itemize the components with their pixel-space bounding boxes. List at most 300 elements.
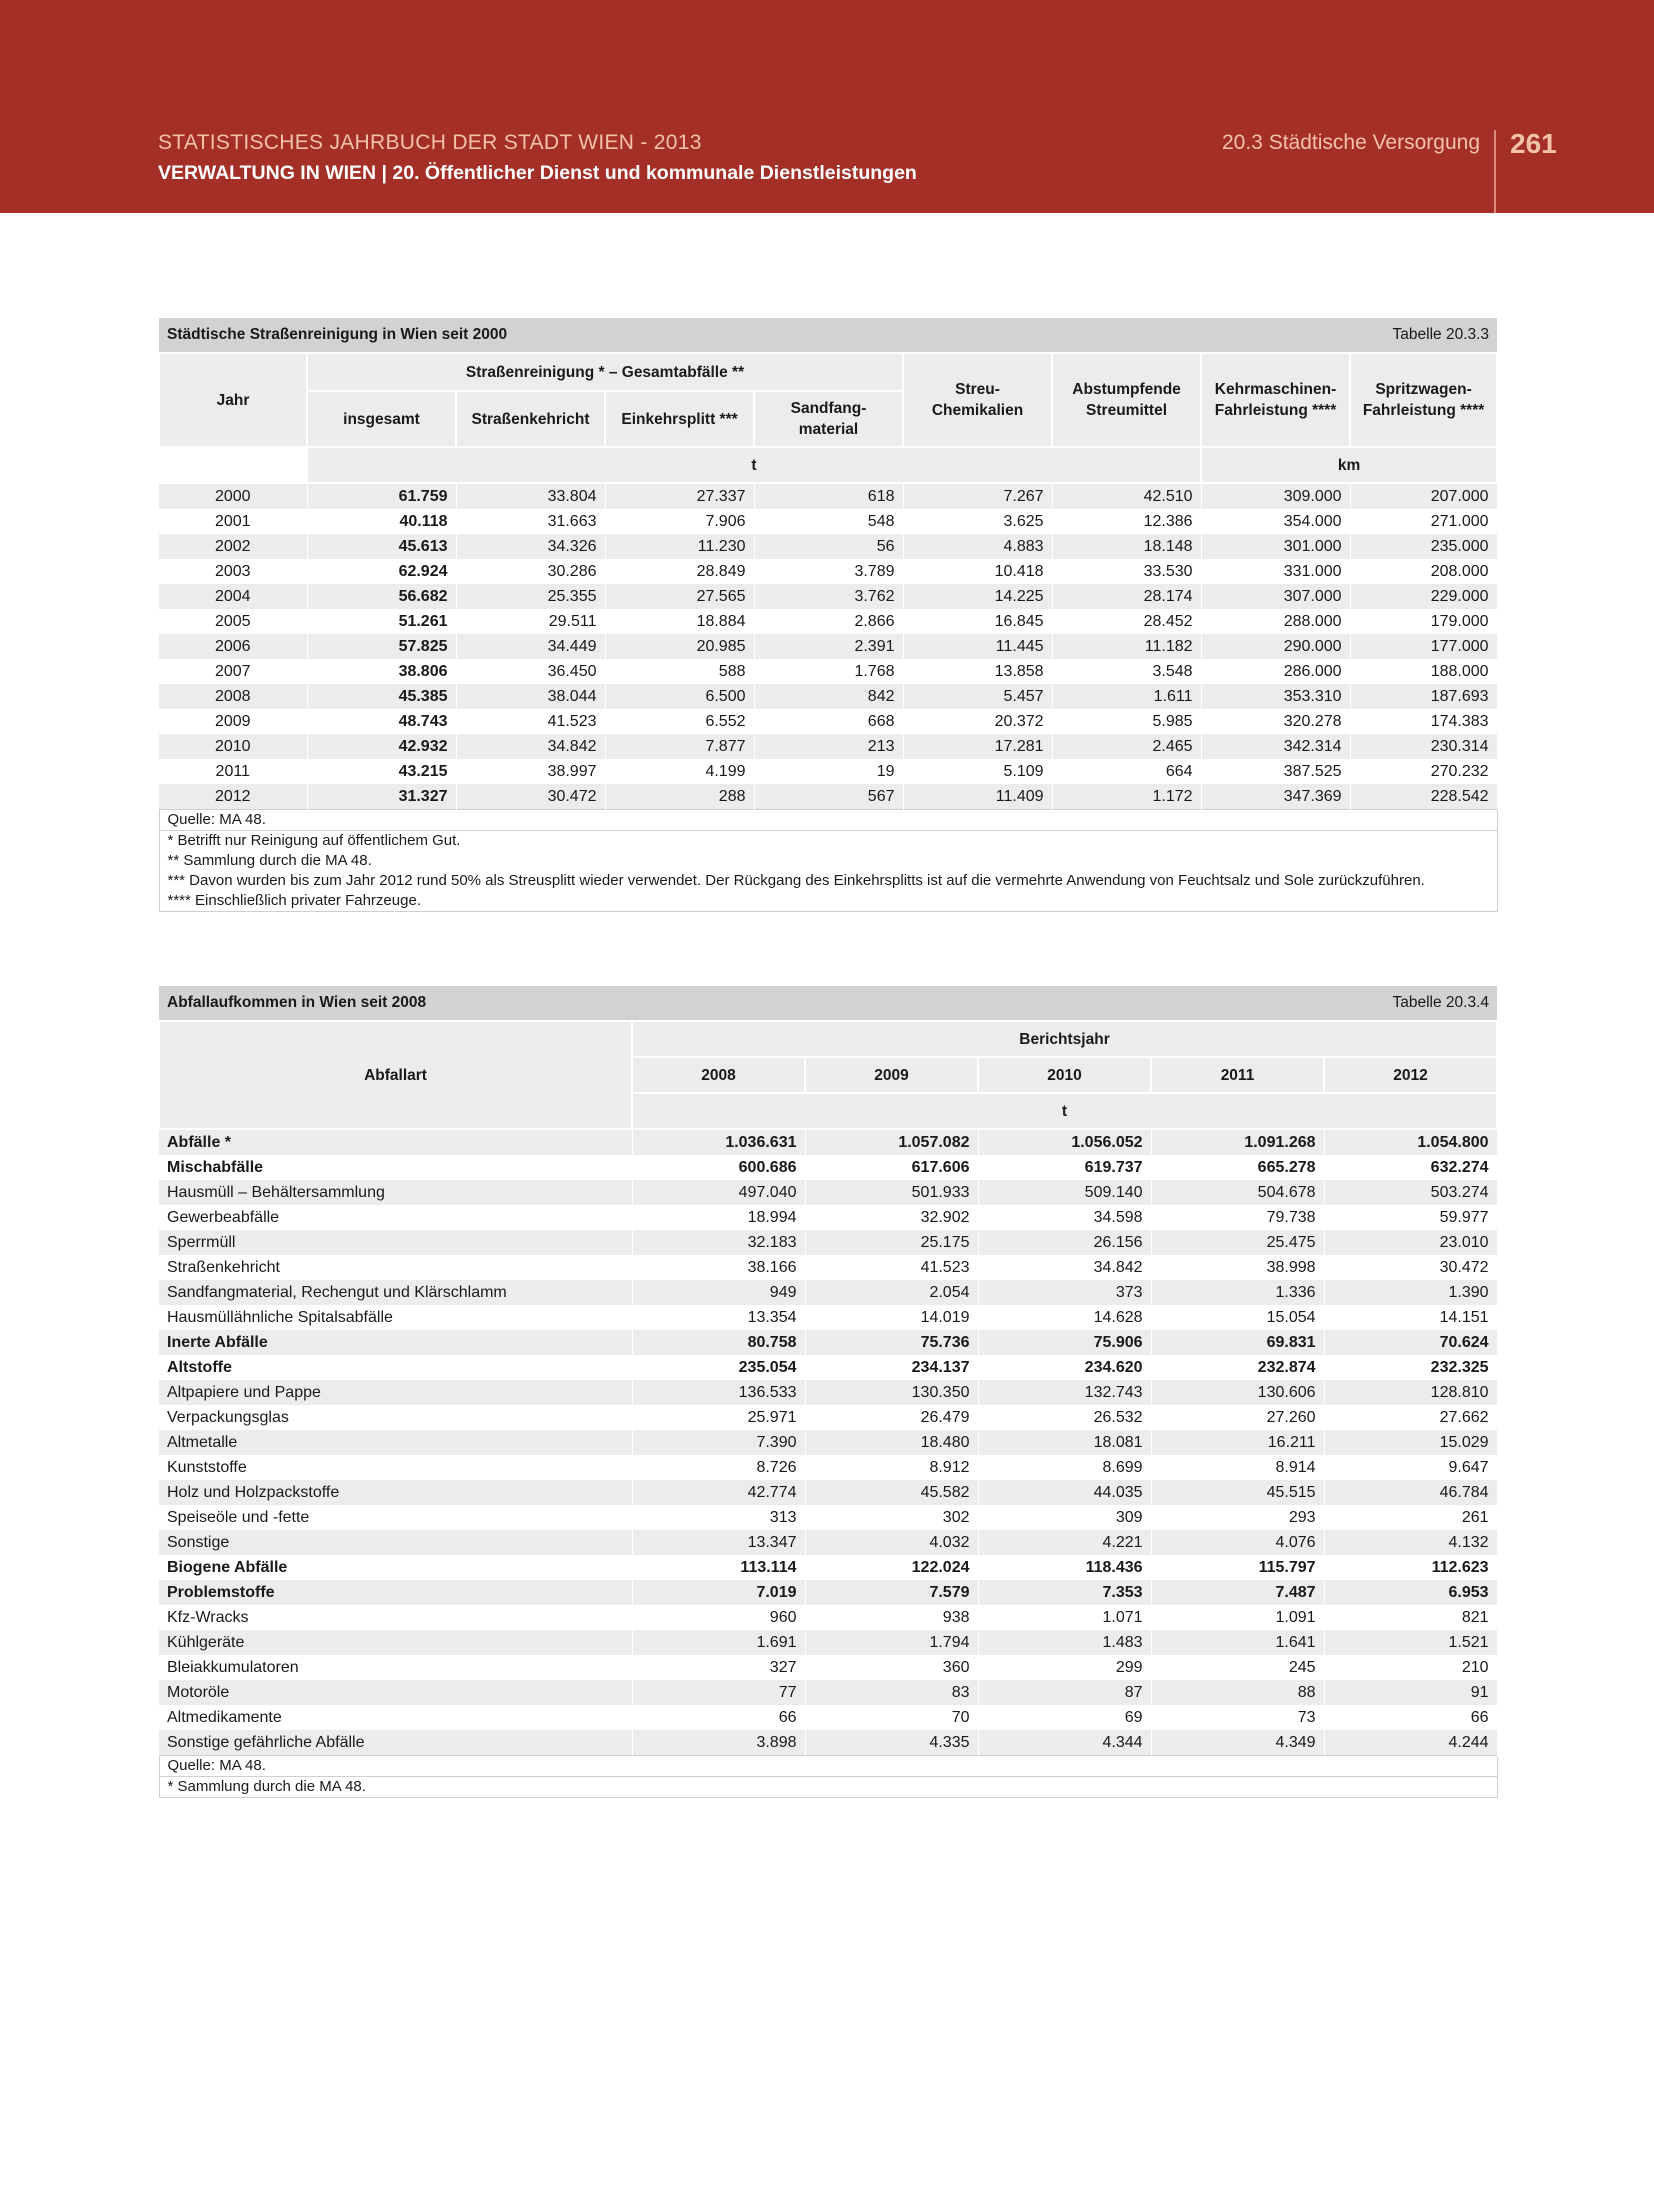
value-cell: 27.337 <box>605 483 754 509</box>
value-cell: 11.409 <box>903 784 1052 810</box>
value-cell: 20.372 <box>903 709 1052 734</box>
value-cell: 207.000 <box>1350 483 1497 509</box>
table-row <box>159 1480 1497 1505</box>
value-cell: 113.114 <box>632 1555 805 1580</box>
col-header-year: 2008 <box>632 1057 805 1093</box>
value-cell: 235.000 <box>1350 534 1497 559</box>
value-cell: 960 <box>632 1605 805 1630</box>
year-cell: 2007 <box>159 659 307 684</box>
value-cell: 290.000 <box>1201 634 1350 659</box>
header-line: Streumittel <box>1086 402 1168 419</box>
col-header-einkehrsplitt: Einkehrsplitt *** <box>605 391 754 447</box>
value-cell: 299 <box>978 1655 1151 1680</box>
table-title: Städtische Straßenreinigung in Wien seit 2000 <box>159 318 1052 353</box>
value-cell: 7.906 <box>605 509 754 534</box>
value-cell: 16.211 <box>1151 1430 1324 1455</box>
row-label: Verpackungsglas <box>159 1405 632 1430</box>
footnotes-row <box>159 831 1497 912</box>
value-cell: 618 <box>754 483 903 509</box>
table-row <box>159 1405 1497 1430</box>
value-cell: 69.831 <box>1151 1330 1324 1355</box>
row-label: Abfälle * <box>159 1129 632 1155</box>
value-cell: 387.525 <box>1201 759 1350 784</box>
value-cell: 83 <box>805 1680 978 1705</box>
value-cell: 128.810 <box>1324 1380 1497 1405</box>
col-group-header: Straßenreinigung * – Gesamtabfälle ** <box>307 353 903 391</box>
value-cell: 509.140 <box>978 1180 1151 1205</box>
value-cell: 588 <box>605 659 754 684</box>
value-cell: 130.606 <box>1151 1380 1324 1405</box>
value-cell: 1.091 <box>1151 1605 1324 1630</box>
col-header-abstumpf <box>1052 353 1201 447</box>
value-cell: 33.804 <box>456 483 605 509</box>
value-cell: 38.997 <box>456 759 605 784</box>
value-cell: 27.260 <box>1151 1405 1324 1430</box>
value-cell: 179.000 <box>1350 609 1497 634</box>
footnote: * Betrifft nur Reinigung auf öffentlichem Gut. <box>167 832 461 849</box>
value-cell: 1.336 <box>1151 1280 1324 1305</box>
value-cell: 18.994 <box>632 1205 805 1230</box>
value-cell: 130.350 <box>805 1380 978 1405</box>
row-label: Hausmüll – Behältersammlung <box>159 1180 632 1205</box>
table-row <box>159 1680 1497 1705</box>
header-row <box>159 1021 1497 1057</box>
value-cell: 70.624 <box>1324 1330 1497 1355</box>
value-cell: 44.035 <box>978 1480 1151 1505</box>
value-cell: 4.032 <box>805 1530 978 1555</box>
year-cell: 2009 <box>159 709 307 734</box>
value-cell: 3.548 <box>1052 659 1201 684</box>
value-cell: 5.985 <box>1052 709 1201 734</box>
value-cell: 17.281 <box>903 734 1052 759</box>
table-title: Abfallaufkommen in Wien seit 2008 <box>159 986 1151 1021</box>
value-cell: 7.019 <box>632 1580 805 1605</box>
value-cell: 112.623 <box>1324 1555 1497 1580</box>
row-label: Sonstige <box>159 1530 632 1555</box>
table-row <box>159 1655 1497 1680</box>
header-line: Fahrleistung **** <box>1214 402 1337 419</box>
year-cell: 2001 <box>159 509 307 534</box>
value-cell: 567 <box>754 784 903 810</box>
table-title-bar <box>159 986 1497 1021</box>
value-cell: 38.806 <box>307 659 456 684</box>
table-row <box>159 1355 1497 1380</box>
value-cell: 34.326 <box>456 534 605 559</box>
year-cell: 2010 <box>159 734 307 759</box>
value-cell: 1.611 <box>1052 684 1201 709</box>
value-cell: 8.914 <box>1151 1455 1324 1480</box>
value-cell: 4.244 <box>1324 1730 1497 1756</box>
header-line: material <box>798 421 859 438</box>
value-cell: 23.010 <box>1324 1230 1497 1255</box>
value-cell: 59.977 <box>1324 1205 1497 1230</box>
value-cell: 548 <box>754 509 903 534</box>
value-cell: 14.151 <box>1324 1305 1497 1330</box>
value-cell: 73 <box>1151 1705 1324 1730</box>
row-label: Biogene Abfälle <box>159 1555 632 1580</box>
source-note: Quelle: MA 48. <box>159 810 1497 831</box>
value-cell: 57.825 <box>307 634 456 659</box>
value-cell: 309 <box>978 1505 1151 1530</box>
value-cell: 122.024 <box>805 1555 978 1580</box>
table-row <box>159 1330 1497 1355</box>
value-cell: 26.479 <box>805 1405 978 1430</box>
value-cell: 5.109 <box>903 759 1052 784</box>
value-cell: 503.274 <box>1324 1180 1497 1205</box>
table-row <box>159 1555 1497 1580</box>
value-cell: 4.883 <box>903 534 1052 559</box>
value-cell: 1.172 <box>1052 784 1201 810</box>
value-cell: 617.606 <box>805 1155 978 1180</box>
table-row <box>159 1305 1497 1330</box>
row-label: Bleiakkumulatoren <box>159 1655 632 1680</box>
value-cell: 668 <box>754 709 903 734</box>
row-label: Problemstoffe <box>159 1580 632 1605</box>
footnotes <box>159 831 1497 912</box>
value-cell: 88 <box>1151 1680 1324 1705</box>
value-cell: 61.759 <box>307 483 456 509</box>
row-label: Gewerbeabfälle <box>159 1205 632 1230</box>
row-label: Mischabfälle <box>159 1155 632 1180</box>
unit-spacer <box>159 447 307 483</box>
unit-km: km <box>1201 447 1497 483</box>
value-cell: 1.483 <box>978 1630 1151 1655</box>
section-title: 20.3 Städtische Versorgung <box>1221 131 1480 154</box>
value-cell: 2.465 <box>1052 734 1201 759</box>
row-label: Holz und Holzpackstoffe <box>159 1480 632 1505</box>
value-cell: 7.353 <box>978 1580 1151 1605</box>
value-cell: 25.355 <box>456 584 605 609</box>
value-cell: 4.335 <box>805 1730 978 1756</box>
value-cell: 34.598 <box>978 1205 1151 1230</box>
value-cell: 4.199 <box>605 759 754 784</box>
unit-t: t <box>632 1093 1497 1129</box>
value-cell: 1.091.268 <box>1151 1129 1324 1155</box>
header-line: Streu- <box>955 381 1000 398</box>
row-label: Sandfangmaterial, Rechengut und Klärschlamm <box>159 1280 632 1305</box>
col-header-streu <box>903 353 1052 447</box>
value-cell: 15.054 <box>1151 1305 1324 1330</box>
header-line: Spritzwagen- <box>1375 381 1472 398</box>
value-cell: 45.515 <box>1151 1480 1324 1505</box>
value-cell: 18.480 <box>805 1430 978 1455</box>
value-cell: 56 <box>754 534 903 559</box>
value-cell: 360 <box>805 1655 978 1680</box>
value-cell: 56.682 <box>307 584 456 609</box>
value-cell: 7.877 <box>605 734 754 759</box>
value-cell: 232.874 <box>1151 1355 1324 1380</box>
value-cell: 501.933 <box>805 1180 978 1205</box>
value-cell: 41.523 <box>805 1255 978 1280</box>
footnote: **** Einschließlich privater Fahrzeuge. <box>167 892 421 909</box>
value-cell: 6.953 <box>1324 1580 1497 1605</box>
table-row <box>159 709 1497 734</box>
value-cell: 1.691 <box>632 1630 805 1655</box>
value-cell: 32.183 <box>632 1230 805 1255</box>
value-cell: 821 <box>1324 1605 1497 1630</box>
value-cell: 14.225 <box>903 584 1052 609</box>
table-row <box>159 759 1497 784</box>
value-cell: 42.932 <box>307 734 456 759</box>
value-cell: 938 <box>805 1605 978 1630</box>
table-row <box>159 1455 1497 1480</box>
value-cell: 13.858 <box>903 659 1052 684</box>
table-row <box>159 1580 1497 1605</box>
value-cell: 30.286 <box>456 559 605 584</box>
value-cell: 271.000 <box>1350 509 1497 534</box>
value-cell: 293 <box>1151 1505 1324 1530</box>
header-line: Abstumpfende <box>1072 381 1181 398</box>
col-header-sandfang <box>754 391 903 447</box>
value-cell: 16.845 <box>903 609 1052 634</box>
value-cell: 1.794 <box>805 1630 978 1655</box>
row-label: Inerte Abfälle <box>159 1330 632 1355</box>
value-cell: 187.693 <box>1350 684 1497 709</box>
table-row <box>159 509 1497 534</box>
value-cell: 69 <box>978 1705 1151 1730</box>
col-header-spritz <box>1350 353 1497 447</box>
table-row <box>159 534 1497 559</box>
value-cell: 3.762 <box>754 584 903 609</box>
value-cell: 80.758 <box>632 1330 805 1355</box>
value-cell: 51.261 <box>307 609 456 634</box>
value-cell: 174.383 <box>1350 709 1497 734</box>
value-cell: 12.386 <box>1052 509 1201 534</box>
value-cell: 11.445 <box>903 634 1052 659</box>
value-cell: 7.267 <box>903 483 1052 509</box>
year-cell: 2011 <box>159 759 307 784</box>
value-cell: 30.472 <box>456 784 605 810</box>
row-label: Sonstige gefährliche Abfälle <box>159 1730 632 1756</box>
value-cell: 45.385 <box>307 684 456 709</box>
table-row <box>159 659 1497 684</box>
value-cell: 230.314 <box>1350 734 1497 759</box>
value-cell: 342.314 <box>1201 734 1350 759</box>
value-cell: 353.310 <box>1201 684 1350 709</box>
col-header-insgesamt: insgesamt <box>307 391 456 447</box>
value-cell: 4.221 <box>978 1530 1151 1555</box>
value-cell: 320.278 <box>1201 709 1350 734</box>
value-cell: 5.457 <box>903 684 1052 709</box>
value-cell: 118.436 <box>978 1555 1151 1580</box>
value-cell: 949 <box>632 1280 805 1305</box>
table-row <box>159 634 1497 659</box>
value-cell: 25.971 <box>632 1405 805 1430</box>
value-cell: 665.278 <box>1151 1155 1324 1180</box>
table-row <box>159 784 1497 810</box>
value-cell: 33.530 <box>1052 559 1201 584</box>
value-cell: 13.354 <box>632 1305 805 1330</box>
footnote: *** Davon wurden bis zum Jahr 2012 rund 50% als Streusplitt wieder verwendet. Der Rückgang des Einkehrsplitts ist auf die vermehrte Anwendung von Feuchtsalz und Sole zurückzuführen. <box>167 872 1425 889</box>
value-cell: 3.625 <box>903 509 1052 534</box>
value-cell: 77 <box>632 1680 805 1705</box>
col-header-year: Jahr <box>159 353 307 447</box>
value-cell: 66 <box>632 1705 805 1730</box>
value-cell: 41.523 <box>456 709 605 734</box>
value-cell: 75.906 <box>978 1330 1151 1355</box>
year-cell: 2005 <box>159 609 307 634</box>
value-cell: 48.743 <box>307 709 456 734</box>
value-cell: 210 <box>1324 1655 1497 1680</box>
row-label: Sperrmüll <box>159 1230 632 1255</box>
chapter-title: VERWALTUNG IN WIEN | 20. Öffentlicher Dienst und kommunale Dienstleistungen <box>158 162 917 184</box>
page-number: 261 <box>1510 128 1557 159</box>
value-cell: 7.487 <box>1151 1580 1324 1605</box>
value-cell: 1.390 <box>1324 1280 1497 1305</box>
value-cell: 354.000 <box>1201 509 1350 534</box>
value-cell: 327 <box>632 1655 805 1680</box>
value-cell: 188.000 <box>1350 659 1497 684</box>
value-cell: 31.663 <box>456 509 605 534</box>
value-cell: 19 <box>754 759 903 784</box>
row-label: Altpapiere und Pappe <box>159 1380 632 1405</box>
value-cell: 38.044 <box>456 684 605 709</box>
unit-t: t <box>307 447 1201 483</box>
value-cell: 229.000 <box>1350 584 1497 609</box>
value-cell: 245 <box>1151 1655 1324 1680</box>
value-cell: 36.450 <box>456 659 605 684</box>
value-cell: 8.699 <box>978 1455 1151 1480</box>
value-cell: 34.842 <box>456 734 605 759</box>
value-cell: 228.542 <box>1350 784 1497 810</box>
value-cell: 235.054 <box>632 1355 805 1380</box>
table-row <box>159 1505 1497 1530</box>
value-cell: 30.472 <box>1324 1255 1497 1280</box>
value-cell: 664 <box>1052 759 1201 784</box>
header-divider <box>1494 130 1496 213</box>
table-row <box>159 1129 1497 1155</box>
table-row <box>159 1280 1497 1305</box>
unit-row <box>159 447 1497 483</box>
value-cell: 10.418 <box>903 559 1052 584</box>
value-cell: 234.137 <box>805 1355 978 1380</box>
value-cell: 1.036.631 <box>632 1129 805 1155</box>
value-cell: 18.081 <box>978 1430 1151 1455</box>
value-cell: 27.565 <box>605 584 754 609</box>
header-line: Chemikalien <box>931 402 1024 419</box>
year-cell: 2003 <box>159 559 307 584</box>
col-group-header: Berichtsjahr <box>632 1021 1497 1057</box>
page-header <box>0 0 1654 213</box>
year-cell: 2004 <box>159 584 307 609</box>
value-cell: 1.641 <box>1151 1630 1324 1655</box>
value-cell: 1.521 <box>1324 1630 1497 1655</box>
value-cell: 7.579 <box>805 1580 978 1605</box>
value-cell: 307.000 <box>1201 584 1350 609</box>
col-header-year: 2010 <box>978 1057 1151 1093</box>
value-cell: 34.449 <box>456 634 605 659</box>
value-cell: 4.344 <box>978 1730 1151 1756</box>
value-cell: 234.620 <box>978 1355 1151 1380</box>
value-cell: 2.054 <box>805 1280 978 1305</box>
table-row <box>159 1205 1497 1230</box>
value-cell: 25.175 <box>805 1230 978 1255</box>
value-cell: 497.040 <box>632 1180 805 1205</box>
row-label: Speiseöle und -fette <box>159 1505 632 1530</box>
row-label: Altstoffe <box>159 1355 632 1380</box>
table-row <box>159 559 1497 584</box>
col-header-year: 2011 <box>1151 1057 1324 1093</box>
value-cell: 9.647 <box>1324 1455 1497 1480</box>
value-cell: 213 <box>754 734 903 759</box>
value-cell: 504.678 <box>1151 1180 1324 1205</box>
value-cell: 42.510 <box>1052 483 1201 509</box>
table-number: Tabelle 20.3.3 <box>1052 318 1497 353</box>
value-cell: 6.500 <box>605 684 754 709</box>
table-title-bar <box>159 318 1497 353</box>
col-header-strassenkehricht: Straßenkehricht <box>456 391 605 447</box>
row-label: Straßenkehricht <box>159 1255 632 1280</box>
value-cell: 4.349 <box>1151 1730 1324 1756</box>
value-cell: 8.726 <box>632 1455 805 1480</box>
value-cell: 31.327 <box>307 784 456 810</box>
table-row <box>159 1430 1497 1455</box>
source-row <box>159 1756 1497 1777</box>
footnotes-row <box>159 1777 1497 1798</box>
header-line: Fahrleistung **** <box>1362 402 1485 419</box>
value-cell: 45.613 <box>307 534 456 559</box>
value-cell: 288 <box>605 784 754 810</box>
value-cell: 14.019 <box>805 1305 978 1330</box>
table-row <box>159 1730 1497 1756</box>
col-header-year: 2012 <box>1324 1057 1497 1093</box>
value-cell: 15.029 <box>1324 1430 1497 1455</box>
value-cell: 4.132 <box>1324 1530 1497 1555</box>
year-cell: 2006 <box>159 634 307 659</box>
footnote: ** Sammlung durch die MA 48. <box>167 852 372 869</box>
table-row <box>159 584 1497 609</box>
value-cell: 632.274 <box>1324 1155 1497 1180</box>
street-cleaning-table <box>158 318 1498 912</box>
value-cell: 132.743 <box>978 1380 1151 1405</box>
value-cell: 270.232 <box>1350 759 1497 784</box>
value-cell: 13.347 <box>632 1530 805 1555</box>
value-cell: 309.000 <box>1201 483 1350 509</box>
table-row <box>159 1180 1497 1205</box>
source-row <box>159 810 1497 831</box>
value-cell: 32.902 <box>805 1205 978 1230</box>
value-cell: 302 <box>805 1505 978 1530</box>
value-cell: 286.000 <box>1201 659 1350 684</box>
table-row <box>159 609 1497 634</box>
year-cell: 2012 <box>159 784 307 810</box>
value-cell: 373 <box>978 1280 1151 1305</box>
value-cell: 2.866 <box>754 609 903 634</box>
value-cell: 3.898 <box>632 1730 805 1756</box>
value-cell: 29.511 <box>456 609 605 634</box>
value-cell: 6.552 <box>605 709 754 734</box>
value-cell: 75.736 <box>805 1330 978 1355</box>
table-row <box>159 1705 1497 1730</box>
value-cell: 11.230 <box>605 534 754 559</box>
value-cell: 11.182 <box>1052 634 1201 659</box>
value-cell: 66 <box>1324 1705 1497 1730</box>
value-cell: 7.390 <box>632 1430 805 1455</box>
table-row <box>159 734 1497 759</box>
value-cell: 38.166 <box>632 1255 805 1280</box>
row-label: Altmedikamente <box>159 1705 632 1730</box>
value-cell: 28.849 <box>605 559 754 584</box>
col-header-year: 2009 <box>805 1057 978 1093</box>
value-cell: 1.054.800 <box>1324 1129 1497 1155</box>
row-label: Altmetalle <box>159 1430 632 1455</box>
value-cell: 28.452 <box>1052 609 1201 634</box>
table-number: Tabelle 20.3.4 <box>1151 986 1497 1021</box>
value-cell: 313 <box>632 1505 805 1530</box>
value-cell: 26.532 <box>978 1405 1151 1430</box>
value-cell: 27.662 <box>1324 1405 1497 1430</box>
value-cell: 619.737 <box>978 1155 1151 1180</box>
